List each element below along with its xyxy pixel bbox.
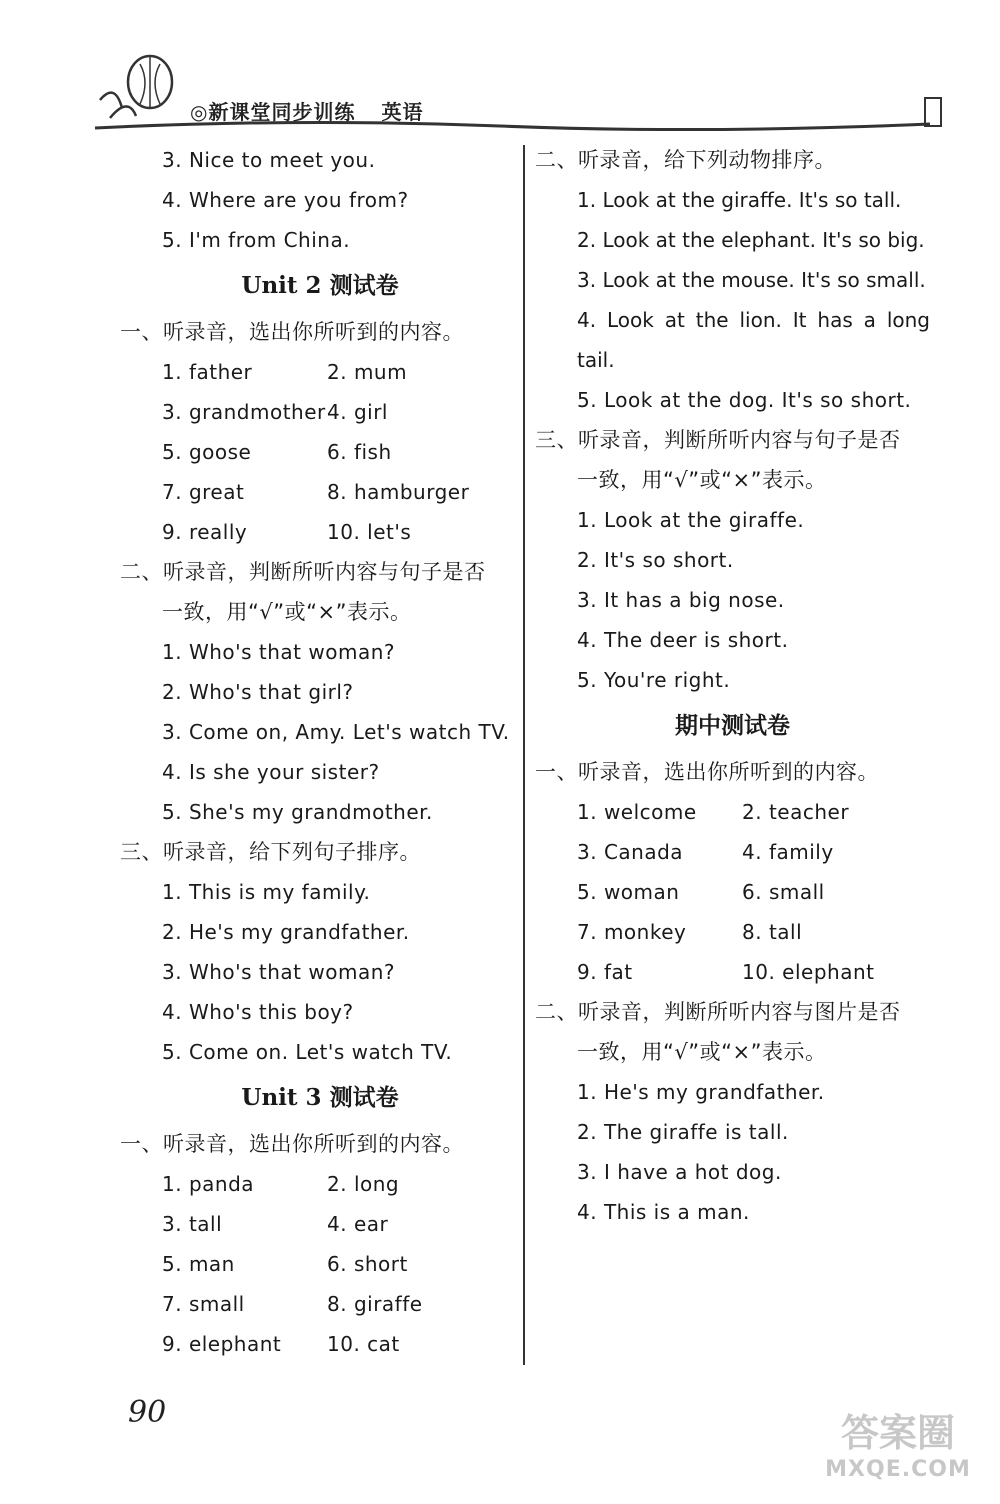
list-item: 2. It's so short. bbox=[577, 548, 734, 572]
midterm-title: 期中测试卷 bbox=[675, 712, 790, 739]
list-item: 4. The deer is short. bbox=[577, 628, 789, 652]
section-heading: 二、听录音，给下列动物排序。 bbox=[535, 148, 836, 172]
list-item: 4. Is she your sister? bbox=[162, 760, 380, 784]
list-item: 2. Who's that girl? bbox=[162, 680, 354, 704]
right-column bbox=[535, 140, 930, 1232]
list-item: 5. Look at the dog. It's so short. bbox=[577, 388, 912, 412]
word-pair-row: 3. tall 4. ear bbox=[162, 1212, 389, 1236]
word-pair-row: 1. father 2. mum bbox=[162, 360, 408, 384]
list-item: 1. Look at the giraffe. bbox=[577, 508, 805, 532]
list-item: 2. Look at the elephant. It's so big. bbox=[577, 228, 925, 252]
list-item: 5. I'm from China. bbox=[162, 228, 351, 252]
list-item: 3. Look at the mouse. It's so small. bbox=[577, 268, 926, 292]
word-pair-row: 9. fat 10. elephant bbox=[577, 960, 875, 984]
section-heading: 一、听录音，选出你所听到的内容。 bbox=[120, 320, 464, 344]
section-heading: 一、听录音，选出你所听到的内容。 bbox=[535, 760, 879, 784]
list-item: 1. Who's that woman? bbox=[162, 640, 395, 664]
page-number: 90 bbox=[128, 1395, 167, 1430]
list-item: 5. She's my grandmother. bbox=[162, 800, 433, 824]
page-header bbox=[0, 0, 1000, 140]
list-item: 2. The giraffe is tall. bbox=[577, 1120, 789, 1144]
watermark-text: 答案圈 bbox=[840, 1411, 955, 1455]
list-item: 1. This is my family. bbox=[162, 880, 371, 904]
word-pair-row: 7. great 8. hamburger bbox=[162, 480, 470, 504]
list-item: 4. Look at the lion. It has a long tail. bbox=[577, 308, 930, 372]
list-item: 4. Where are you from? bbox=[162, 188, 409, 212]
word-pair-row: 5. woman 6. small bbox=[577, 880, 825, 904]
column-divider bbox=[523, 145, 525, 1365]
watermark-url: MXQE.COM bbox=[825, 1457, 971, 1482]
unit2-title: Unit 2 测试卷 bbox=[241, 272, 399, 299]
word-pair-row: 9. really 10. let's bbox=[162, 520, 412, 544]
section-heading: 二、听录音，判断所听内容与句子是否 bbox=[120, 560, 486, 584]
list-item: 3. It has a big nose. bbox=[577, 588, 785, 612]
word-pair-row: 7. small 8. giraffe bbox=[162, 1292, 423, 1316]
section-heading: 三、听录音，给下列句子排序。 bbox=[120, 840, 421, 864]
section-heading-cont: 一致，用“√”或“×”表示。 bbox=[162, 600, 412, 624]
section-heading: 三、听录音，判断所听内容与句子是否 bbox=[535, 428, 901, 452]
list-item: 1. He's my grandfather. bbox=[577, 1080, 825, 1104]
unit3-title: Unit 3 测试卷 bbox=[241, 1084, 399, 1111]
section-heading-cont: 一致，用“√”或“×”表示。 bbox=[577, 1040, 827, 1064]
word-pair-row: 5. goose 6. fish bbox=[162, 440, 392, 464]
word-pair-row: 3. Canada 4. family bbox=[577, 840, 834, 864]
header-decoration bbox=[0, 0, 1000, 140]
list-item: 3. I have a hot dog. bbox=[577, 1160, 782, 1184]
section-heading-cont: 一致，用“√”或“×”表示。 bbox=[577, 468, 827, 492]
list-item: 3. Nice to meet you. bbox=[162, 148, 376, 172]
header-subject: 英语 bbox=[381, 100, 424, 124]
word-pair-row: 7. monkey 8. tall bbox=[577, 920, 803, 944]
list-item: 3. Who's that woman? bbox=[162, 960, 395, 984]
word-pair-row: 3. grandmother 4. girl bbox=[162, 400, 388, 424]
list-item: 4. Who's this boy? bbox=[162, 1000, 354, 1024]
list-item: 1. Look at the giraffe. It's so tall. bbox=[577, 188, 902, 212]
section-heading: 二、听录音，判断所听内容与图片是否 bbox=[535, 1000, 901, 1024]
word-pair-row: 9. elephant 10. cat bbox=[162, 1332, 400, 1356]
word-pair-row: 5. man 6. short bbox=[162, 1252, 408, 1276]
list-item: 5. You're right. bbox=[577, 668, 731, 692]
list-item: 4. This is a man. bbox=[577, 1200, 750, 1224]
list-item: 2. He's my grandfather. bbox=[162, 920, 410, 944]
watermark bbox=[818, 1402, 978, 1492]
list-item: 5. Come on. Let's watch TV. bbox=[162, 1040, 453, 1064]
left-column bbox=[120, 140, 520, 1364]
header-title: ◎新课堂同步训练 英语 bbox=[190, 100, 424, 124]
word-pair-row: 1. welcome 2. teacher bbox=[577, 800, 850, 824]
word-pair-row: 1. panda 2. long bbox=[162, 1172, 400, 1196]
list-item: 3. Come on, Amy. Let's watch TV. bbox=[162, 720, 510, 744]
section-heading: 一、听录音，选出你所听到的内容。 bbox=[120, 1132, 464, 1156]
